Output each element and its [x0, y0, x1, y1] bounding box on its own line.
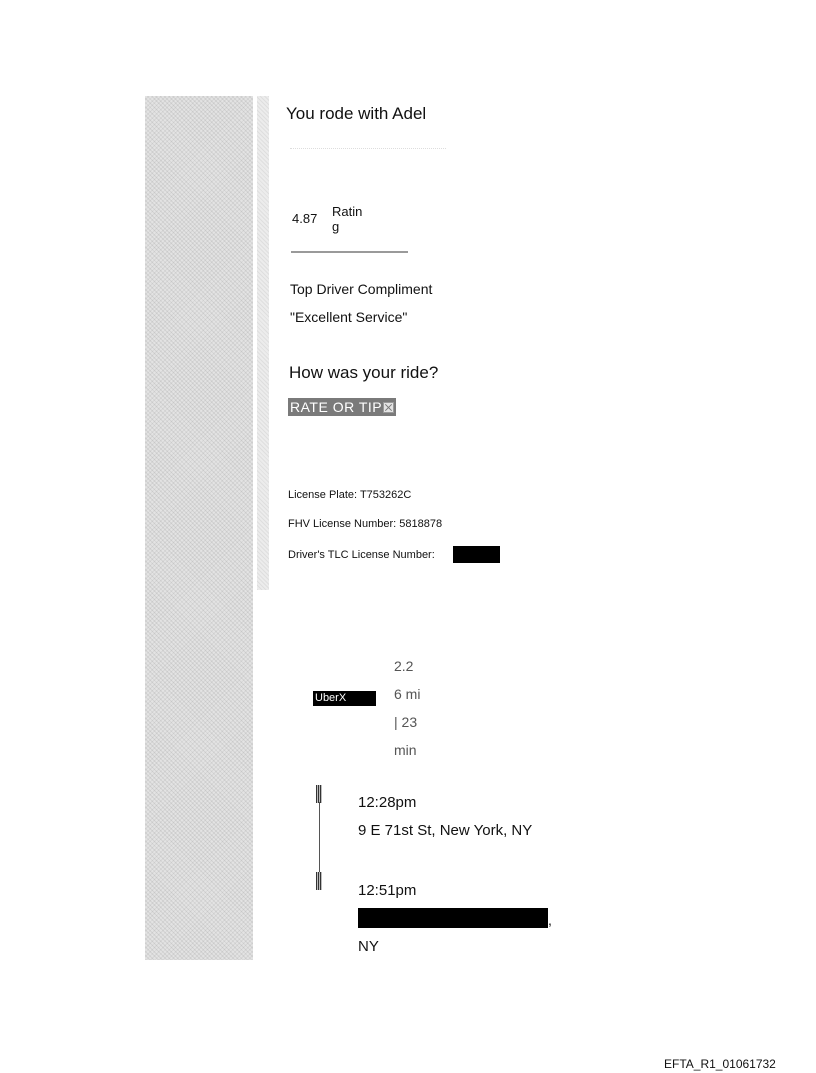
- trip-distance-part2: 6 mi: [394, 686, 421, 702]
- tlc-license-label: Driver's TLC License Number:: [288, 549, 435, 561]
- rate-or-tip-button[interactable]: [288, 398, 396, 416]
- faint-divider: [290, 148, 446, 150]
- ride-feedback-question: How was your ride?: [289, 363, 439, 382]
- dropoff-state: NY: [358, 938, 379, 955]
- pickup-marker-icon: [316, 785, 322, 803]
- side-panel-texture: [145, 96, 253, 960]
- driver-rating-label: Rating: [332, 204, 363, 234]
- route-line: [319, 802, 320, 874]
- compliment-text: "Excellent Service": [290, 309, 408, 325]
- dropoff-time: 12:51pm: [358, 882, 417, 899]
- rate-or-tip-label: RATE OR TIP: [290, 399, 383, 415]
- pickup-time: 12:28pm: [358, 794, 417, 811]
- license-plate: License Plate: T753262C: [288, 489, 412, 501]
- side-divider-texture: [257, 96, 269, 590]
- redaction-box: [358, 908, 548, 928]
- document-id: EFTA_R1_01061732: [664, 1057, 776, 1071]
- driver-rating-value: 4.87: [292, 211, 318, 226]
- rating-divider: [291, 251, 408, 253]
- dropoff-address-comma: ,: [548, 912, 552, 928]
- dropoff-marker-icon: [316, 872, 322, 890]
- redaction-box: [453, 546, 500, 563]
- ride-heading: You rode with Adel: [286, 104, 427, 123]
- trip-duration-part1: | 23: [394, 714, 418, 730]
- pickup-address: 9 E 71st St, New York, NY: [358, 822, 533, 839]
- trip-duration-part2: min: [394, 742, 417, 758]
- fhv-license-number: FHV License Number: 5818878: [288, 518, 443, 530]
- broken-image-icon: [383, 402, 394, 413]
- vehicle-type-badge: UberX: [313, 691, 376, 706]
- compliment-heading: Top Driver Compliment: [290, 281, 433, 297]
- trip-distance-part1: 2.2: [394, 658, 414, 674]
